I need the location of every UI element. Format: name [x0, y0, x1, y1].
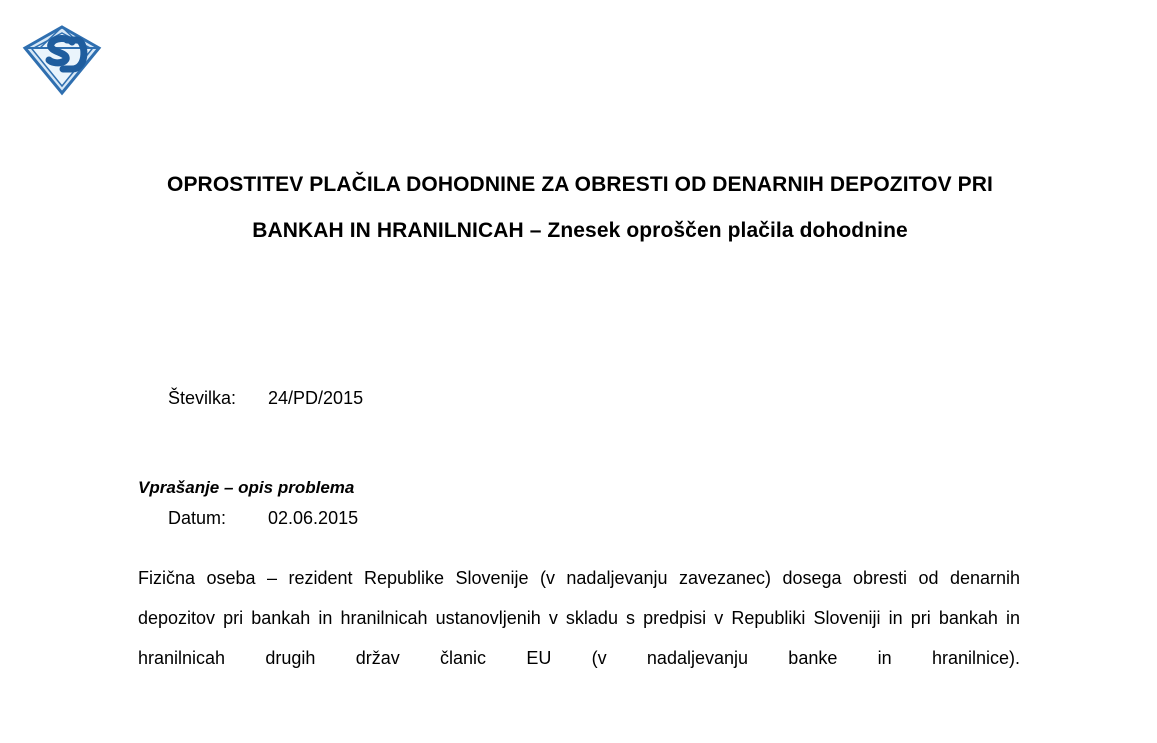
- logo: [20, 24, 104, 96]
- page-title: OPROSTITEV PLAČILA DOHODNINE ZA OBRESTI OD DENARNIH DEPOZITOV PRI BANKAH IN HRANILNICAH – Znesek oproščen plačila dohodnine: [167, 173, 993, 243]
- body-paragraph: Fizična oseba – rezident Republike Slovenije (v nadaljevanju zavezanec) dosega obresti od denarnih depozitov pri bankah in hranilnicah ustanovljenih v skladu s predpisi v Republiki Sloveniji in pri bankah in hranilnicah drugih držav članic EU (v nadaljevanju banke in hranilnice).: [138, 568, 1020, 668]
- number-label: Številka:: [168, 388, 237, 408]
- diamond-emblem-icon: [25, 27, 99, 93]
- document-meta: [138, 338, 363, 578]
- meta-row-number: [138, 338, 363, 458]
- section-heading: Vprašanje – opis problema: [138, 478, 355, 498]
- date-label: Datum:: [168, 508, 227, 528]
- date-value: 02.06.2015: [268, 508, 359, 528]
- number-value: 24/PD/2015: [268, 388, 364, 408]
